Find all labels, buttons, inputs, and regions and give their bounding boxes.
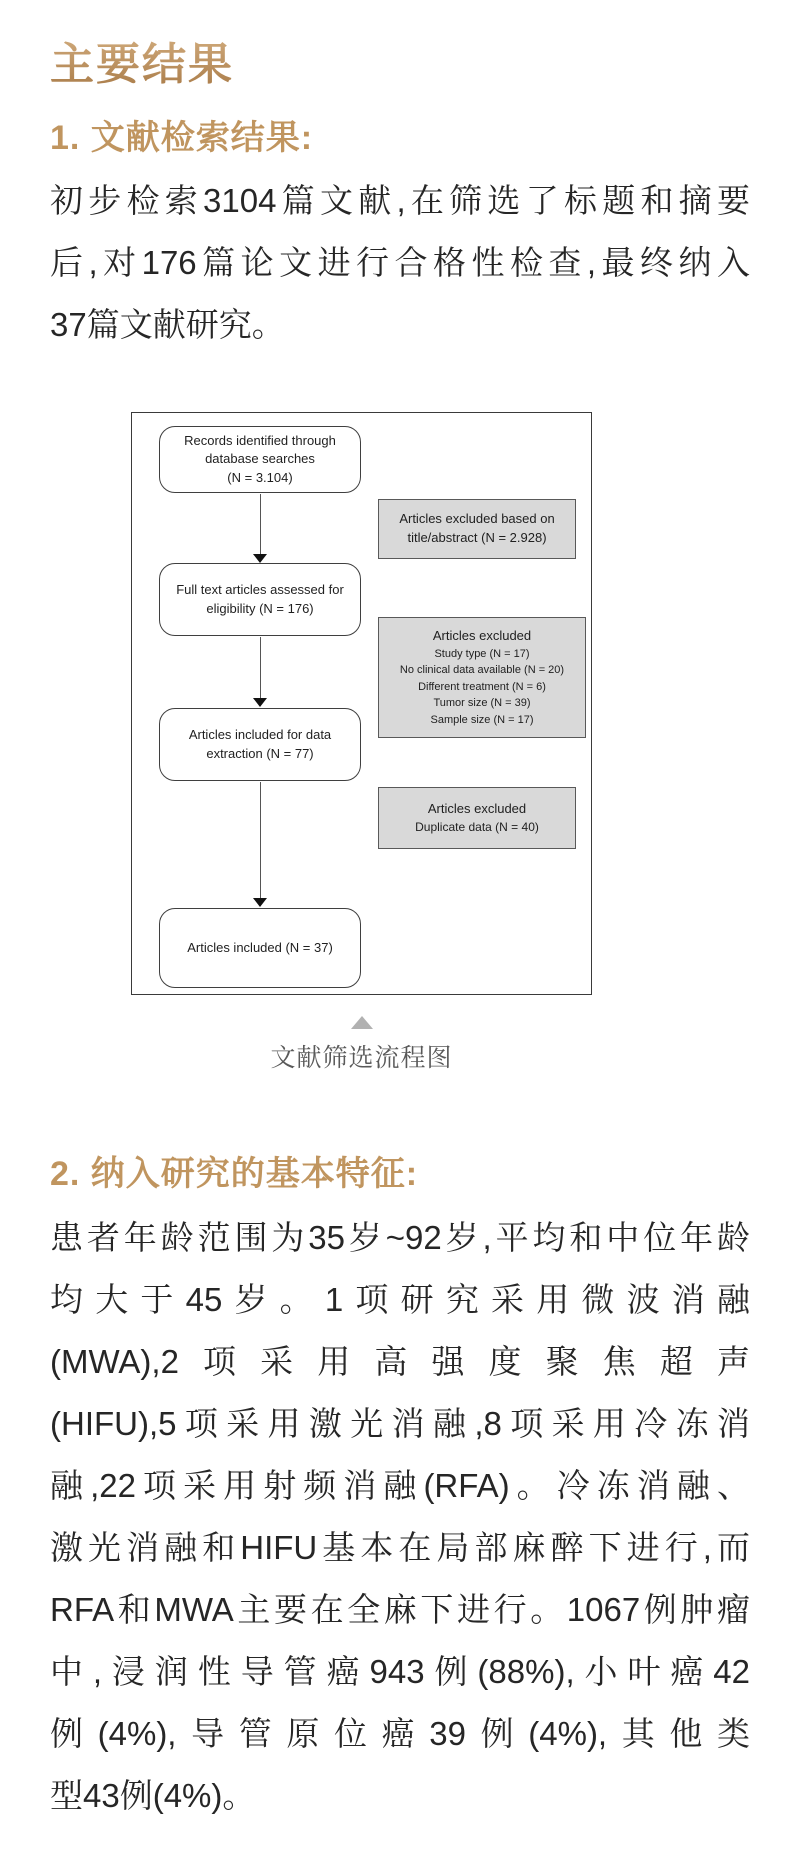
section-1-heading: 1. 文献检索结果: (50, 119, 314, 157)
flow-arrowhead-icon (253, 898, 267, 907)
flow-box-line: Full text articles assessed for (176, 582, 344, 598)
flow-arrow (260, 494, 261, 556)
flow-box-excluded-eligibility (378, 617, 586, 738)
excluded-title: Articles excluded (432, 627, 532, 643)
excluded-line: title/abstract (N = 2.928) (407, 530, 547, 545)
paragraph-line: (MWA),2项采用高强度聚焦超声 (50, 1343, 750, 1380)
paragraph-line: 型43例(4%)。 (50, 1777, 256, 1814)
section-2-heading: 2. 纳入研究的基本特征: (50, 1155, 419, 1193)
section-2-paragraph (50, 1207, 750, 1827)
paragraph-line: 融,22项采用射频消融(RFA)。冷冻消融、 (50, 1467, 750, 1504)
excluded-title: Articles excluded (427, 800, 527, 816)
flow-arrow (260, 782, 261, 900)
flow-arrowhead-icon (253, 698, 267, 707)
excluded-item: No clinical data available (N = 20) (399, 664, 565, 677)
flow-box-line: extraction (N = 77) (206, 745, 314, 761)
excluded-item: Sample size (N = 17) (430, 713, 534, 726)
flow-box-line: (N = 3.104) (227, 469, 293, 485)
excluded-line: Articles excluded based on (399, 511, 555, 527)
flow-arrow (260, 637, 261, 700)
flow-box-records-identified (159, 426, 361, 493)
flow-box-articles-included (159, 908, 361, 988)
flow-box-fulltext-assessed (159, 563, 361, 636)
page-title: 主要结果 (50, 28, 234, 92)
flow-box-excluded-duplicate (378, 787, 576, 849)
paragraph-line: 例(4%),导管原位癌39例(4%),其他类 (50, 1715, 751, 1752)
paragraph-line: 中,浸润性导管癌943例(88%),小叶癌42 (50, 1653, 750, 1690)
caption-triangle-icon (351, 1016, 373, 1029)
paragraph-line: (HIFU),5项采用激光消融,8项采用冷冻消 (50, 1405, 750, 1442)
paragraph-line: 37篇文献研究。 (50, 306, 285, 343)
paragraph-line: 患者年龄范围为35岁~92岁,平均和中位年龄 (50, 1219, 750, 1256)
paragraph-line: RFA和MWA主要在全麻下进行。1067例肿瘤 (50, 1591, 750, 1628)
flow-box-line: database searches (205, 451, 315, 467)
excluded-item: Study type (N = 17) (434, 647, 530, 660)
excluded-item: Tumor size (N = 39) (433, 697, 531, 710)
flow-box-line: Articles included (N = 37) (187, 939, 333, 955)
flow-box-data-extraction (159, 708, 361, 781)
flow-box-excluded-title-abstract (378, 499, 576, 559)
paragraph-line: 激光消融和HIFU基本在局部麻醉下进行,而 (50, 1529, 750, 1566)
paragraph-line: 均大于45岁。1项研究采用微波消融 (50, 1281, 750, 1318)
flow-box-line: eligibility (N = 176) (206, 600, 314, 616)
section-1-paragraph (50, 170, 750, 356)
flow-box-line: Records identified through (184, 433, 336, 449)
paragraph-line: 初步检索3104篇文献,在筛选了标题和摘要 (50, 182, 750, 219)
flow-box-line: Articles included for data (188, 727, 332, 743)
paragraph-line: 后,对176篇论文进行合格性检查,最终纳入 (50, 244, 750, 281)
flow-arrowhead-icon (253, 554, 267, 563)
flowchart-frame (131, 412, 592, 995)
excluded-item: Different treatment (N = 6) (418, 680, 546, 693)
excluded-item: Duplicate data (N = 40) (415, 820, 539, 835)
figure-caption: 文献筛选流程图 (270, 1044, 453, 1072)
